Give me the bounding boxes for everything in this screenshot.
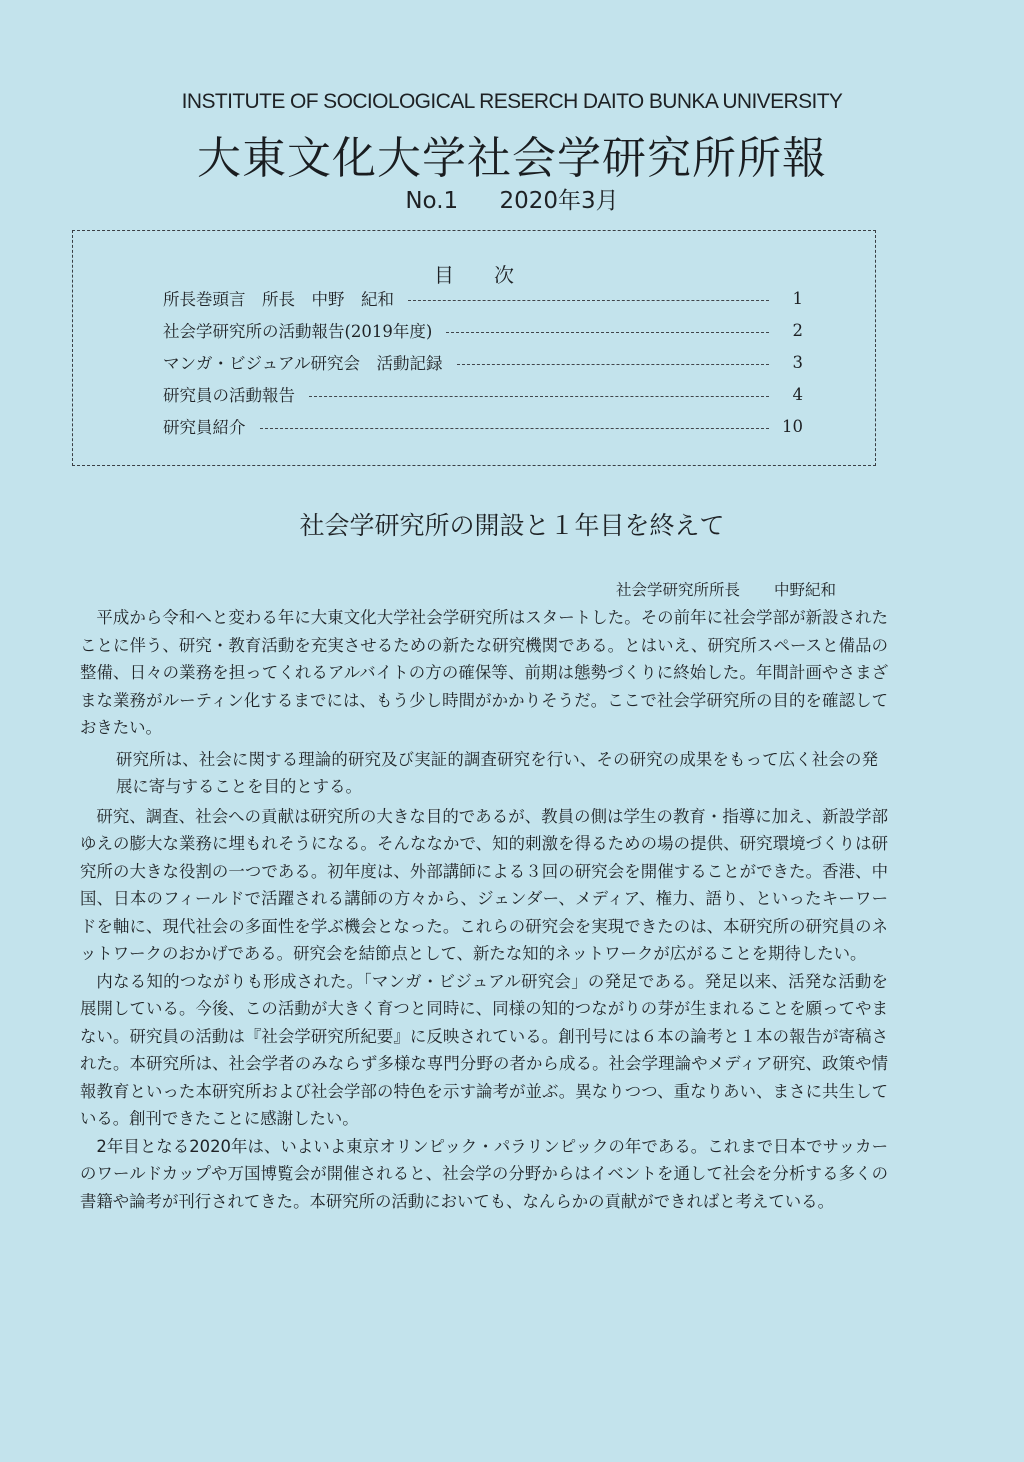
- table-of-contents: [72, 230, 876, 466]
- toc-item-page: 10: [782, 416, 803, 436]
- issue-date: 2020年3月: [499, 188, 619, 214]
- article-paragraph: 平成から令和へと変わる年に大東文化大学社会学研究所はスタートした。その前年に社会学部が新設されたことに伴う、研究・教育活動を充実させるための新たな研究機関である。とはいえ、研究所スペースと備品の整備、日々の業務を担ってくれるアルバイトの方の確保等、前期は態勢づくりに終始した。年間計画やさまざまな業務がルーティン化するまでには、もう少し時間がかかりそうだ。ここで社会学研究所の目的を確認しておきたい。: [80, 608, 888, 737]
- toc-item-label: マンガ・ビジュアル研究会 活動記録: [163, 354, 443, 373]
- purpose-quote: 研究所は、社会に関する理論的研究及び実証的調査研究を行い、その研究の成果をもって広く社会の発展に寄与することを目的とする。: [116, 749, 878, 796]
- toc-item-label: 研究員紹介: [163, 418, 246, 437]
- toc-item-label: 社会学研究所の活動報告(2019年度): [163, 322, 433, 341]
- toc-item: [163, 379, 803, 409]
- article-byline: [616, 578, 836, 600]
- toc-leader: [408, 300, 769, 301]
- toc-title: 目次: [434, 263, 554, 287]
- article-paragraph: 2年目となる2020年は、いよいよ東京オリンピック・パラリンピックの年である。これまで日本でサッカーのワールドカップや万国博覧会が開催されると、社会学の分野からはイベントを通して社会を分析する多くの書籍や論考が刊行されてきた。本研究所の活動においても、なんらかの貢献ができればと考えている。: [80, 1136, 888, 1211]
- institute-name-english: INSTITUTE OF SOCIOLOGICAL RESERCH DAITO BUNKA UNIVERSITY: [181, 90, 843, 113]
- toc-item: [163, 411, 803, 441]
- toc-item-page: 1: [792, 288, 803, 308]
- toc-item: [163, 347, 803, 377]
- toc-leader: [446, 332, 769, 333]
- toc-item-label: 所長巻頭言 所長 中野 紀和: [163, 290, 394, 309]
- article-title: 社会学研究所の開設と１年目を終えて: [299, 511, 725, 540]
- toc-leader: [260, 428, 770, 429]
- article-body: [80, 604, 888, 1215]
- toc-leader: [457, 364, 769, 365]
- newsletter-title: 大東文化大学社会学研究所所報: [197, 133, 827, 184]
- toc-item-page: 2: [792, 320, 803, 340]
- toc-item-page: 3: [792, 352, 803, 372]
- author-title: 社会学研究所所長: [616, 581, 741, 599]
- toc-item-page: 4: [792, 384, 803, 404]
- toc-item: [163, 283, 803, 313]
- toc-item-label: 研究員の活動報告: [163, 386, 295, 405]
- issue-number: No.1: [405, 188, 459, 214]
- author-name: 中野紀和: [774, 581, 837, 599]
- issue-info: [0, 182, 1024, 215]
- toc-item: [163, 315, 803, 345]
- article-paragraph: 研究、調査、社会への貢献は研究所の大きな目的であるが、教員の側は学生の教育・指導に加え、新設学部ゆえの膨大な業務に埋もれそうになる。そんななかで、知的刺激を得るための場の提供、研究環境づくりは研究所の大きな役割の一つである。初年度は、外部講師による３回の研究会を開催することができた。香港、中国、日本のフィールドで活躍される講師の方々から、ジェンダー、メディア、権力、語り、といったキーワードを軸に、現代社会の多面性を学ぶ機会となった。これらの研究会を実現できたのは、本研究所の研究員のネットワークのおかげである。研究会を結節点として、新たな知的ネットワークが広がることを期待したい。: [80, 806, 888, 963]
- article-paragraph: 内なる知的つながりも形成された。「マンガ・ビジュアル研究会」の発足である。発足以来、活発な活動を展開している。今後、この活動が大きく育つと同時に、同様の知的つながりの芽が生まれることを願ってやまない。研究員の活動は『社会学研究所紀要』に反映されている。創刊号には６本の論考と１本の報告が寄稿された。本研究所は、社会学者のみならず多様な専門分野の者から成る。社会学理論やメディア研究、政策や情報教育といった本研究所および社会学部の特色を示す論考が並ぶ。異なりつつ、重なりあい、まさに共生している。創刊できたことに感謝したい。: [80, 971, 888, 1128]
- toc-leader: [309, 396, 769, 397]
